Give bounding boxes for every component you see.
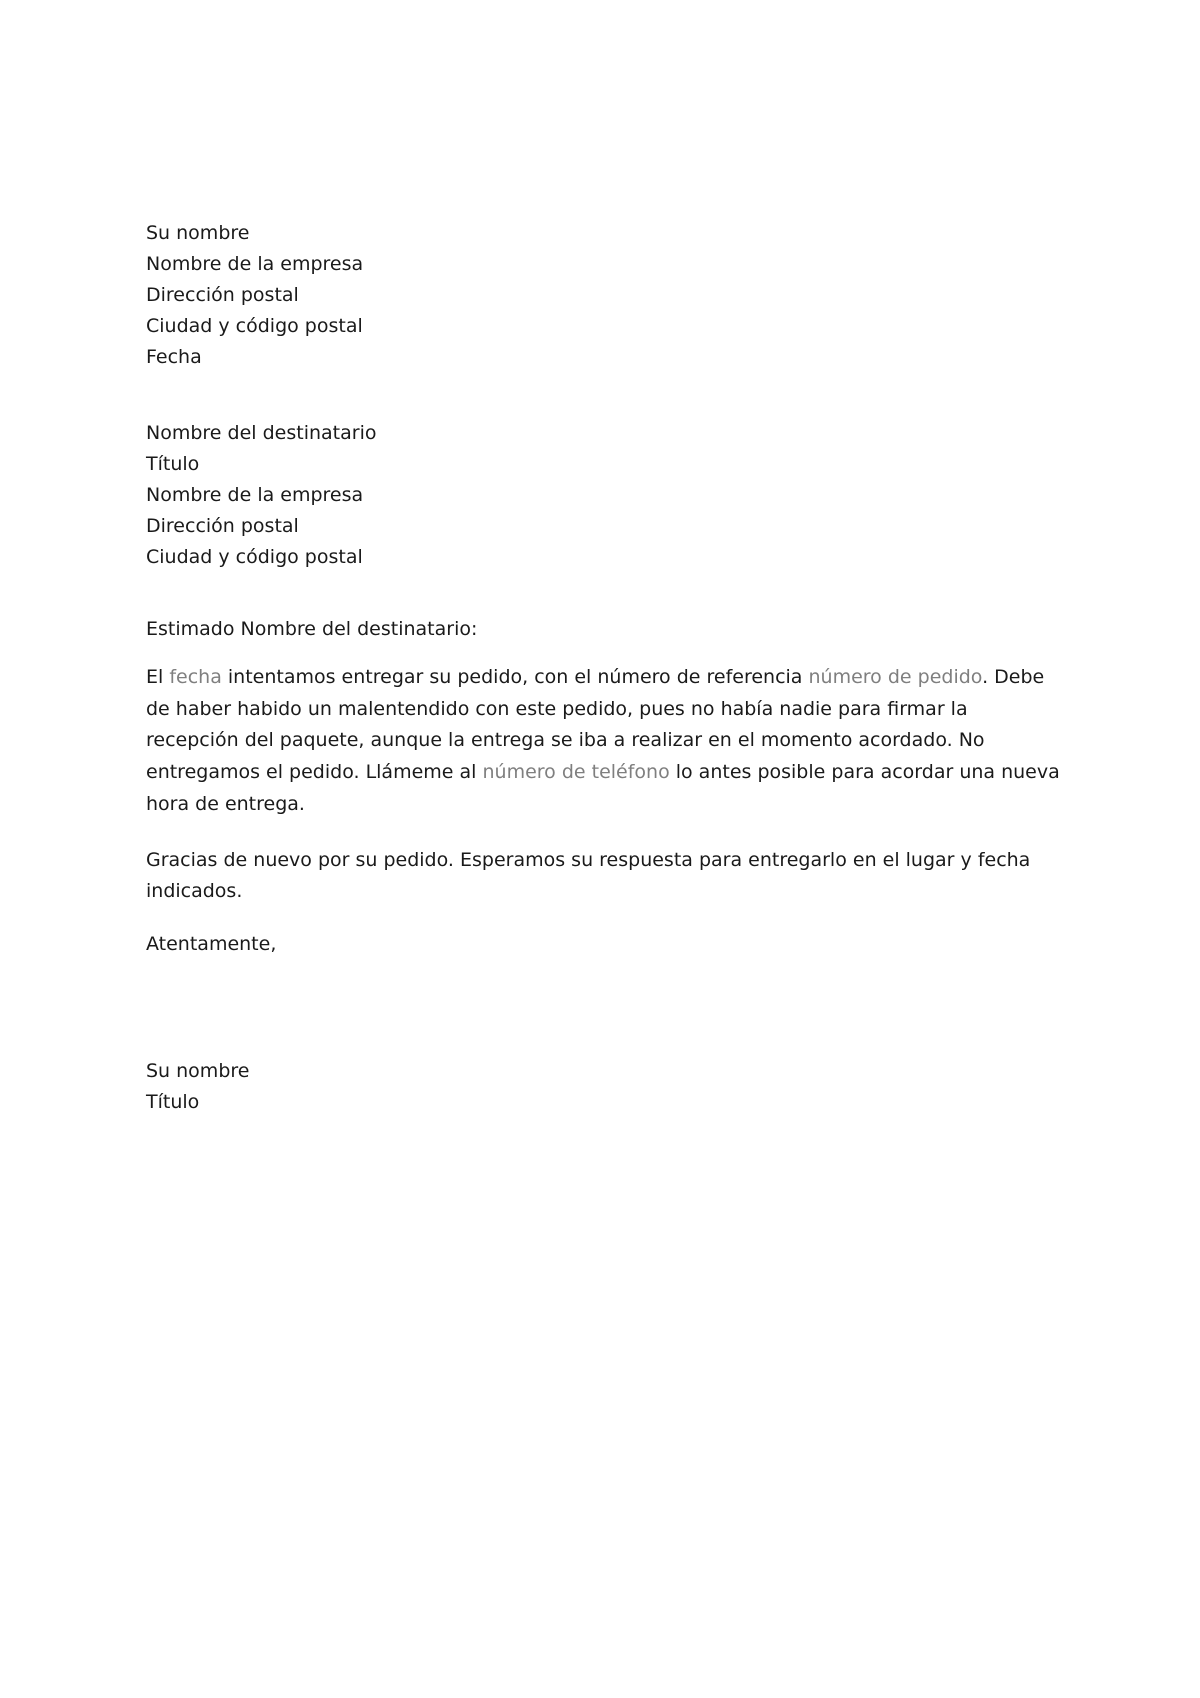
body-text-1: El <box>146 666 170 688</box>
recipient-address: Dirección postal <box>146 515 299 537</box>
signature-title: Título <box>146 1090 200 1113</box>
closing: Atentamente, <box>146 932 277 955</box>
body-paragraph-1 <box>146 662 1066 821</box>
sender-address: Dirección postal <box>146 284 299 306</box>
sender-name: Su nombre <box>146 222 250 244</box>
sender-block <box>146 218 1066 373</box>
recipient-company: Nombre de la empresa <box>146 484 364 506</box>
body-text-3: . Debe de haber habido un malentendido con este pedido, pues no había nadie para firmar la recepción del paquete, aunque la entrega se iba a realizar en el momento acordado. No entregamos el pedido. Llámeme al <box>146 666 1045 784</box>
body-paragraph-2: Gracias de nuevo por su pedido. Esperamos su respuesta para entregarlo en el lugar y fecha indicados. <box>146 848 1031 903</box>
salutation: Estimado Nombre del destinatario: <box>146 618 478 640</box>
signature-name: Su nombre <box>146 1059 250 1082</box>
body-text-4: lo antes posible para acordar una nueva hora de entrega. <box>146 761 1060 815</box>
placeholder-date: fecha <box>169 666 222 688</box>
placeholder-phone-number: número de teléfono <box>482 761 670 784</box>
recipient-name: Nombre del destinatario <box>146 422 377 444</box>
placeholder-order-number: número de pedido <box>808 666 983 688</box>
letter-body <box>146 218 1066 1118</box>
sender-date: Fecha <box>146 346 202 368</box>
body-text-2: intentamos entregar su pedido, con el número de referencia <box>221 666 809 688</box>
recipient-block <box>146 418 1066 573</box>
signature-block <box>146 1056 1066 1118</box>
closing-block <box>146 929 1066 960</box>
recipient-title: Título <box>146 453 200 475</box>
recipient-city-zip: Ciudad y código postal <box>146 546 363 568</box>
sender-city-zip: Ciudad y código postal <box>146 315 363 337</box>
sender-company: Nombre de la empresa <box>146 253 364 275</box>
salutation-block <box>146 614 1066 645</box>
